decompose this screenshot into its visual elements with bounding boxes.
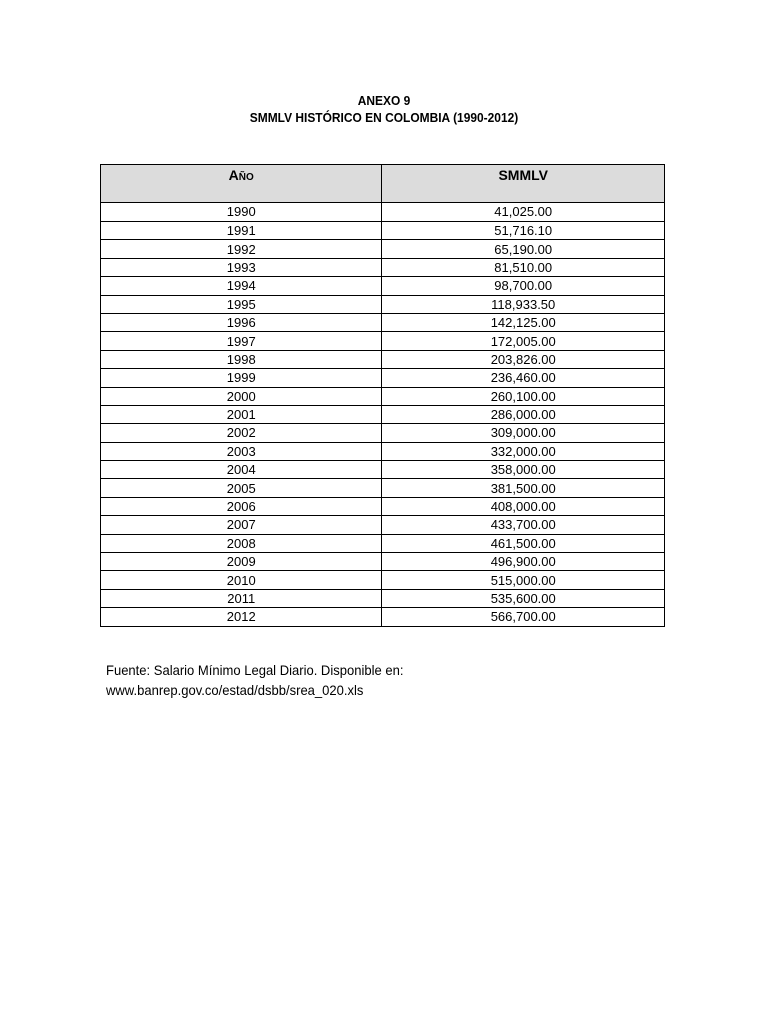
year-cell: 1990 [101,203,382,222]
table-row [101,589,665,607]
table-row [101,258,665,276]
year-cell: 2001 [101,405,382,423]
smmlv-cell: 461,500.00 [382,534,665,552]
document-title [0,92,768,126]
smmlv-cell: 433,700.00 [382,516,665,534]
year-cell: 2004 [101,461,382,479]
year-cell: 1995 [101,295,382,313]
year-cell: 2009 [101,553,382,571]
year-cell: 2000 [101,387,382,405]
year-cell: 2002 [101,424,382,442]
table-row [101,497,665,515]
smmlv-table [100,164,665,627]
smmlv-cell: 535,600.00 [382,589,665,607]
column-header-year-label: AÑO [228,167,254,183]
year-cell: 2011 [101,589,382,607]
source-url: www.banrep.gov.co/estad/dsbb/srea_020.xls [106,682,364,698]
year-cell: 1992 [101,240,382,258]
smmlv-cell: 81,510.00 [382,258,665,276]
smmlv-cell: 203,826.00 [382,350,665,368]
smmlv-cell: 496,900.00 [382,553,665,571]
table-row [101,479,665,497]
year-cell: 1999 [101,369,382,387]
table-row [101,387,665,405]
table-row [101,313,665,331]
table-row [101,571,665,589]
table-row [101,424,665,442]
smmlv-cell: 118,933.50 [382,295,665,313]
table-row [101,277,665,295]
source-text: Fuente: Salario Mínimo Legal Diario. Disponible en: [106,662,404,678]
smmlv-cell: 98,700.00 [382,277,665,295]
year-cell: 2005 [101,479,382,497]
year-cell: 1997 [101,332,382,350]
smmlv-cell: 515,000.00 [382,571,665,589]
year-cell: 2007 [101,516,382,534]
smmlv-cell: 408,000.00 [382,497,665,515]
smmlv-cell: 65,190.00 [382,240,665,258]
table-row [101,461,665,479]
smmlv-cell: 51,716.10 [382,222,665,240]
year-cell: 2010 [101,571,382,589]
table-row [101,516,665,534]
smmlv-cell: 286,000.00 [382,405,665,423]
year-cell: 1996 [101,313,382,331]
table-row [101,553,665,571]
year-cell: 1993 [101,258,382,276]
column-header-smmlv [382,165,665,203]
smmlv-cell: 142,125.00 [382,313,665,331]
table-row [101,222,665,240]
table-row [101,442,665,460]
column-header-year [101,165,382,203]
year-cell: 2008 [101,534,382,552]
year-cell: 1998 [101,350,382,368]
smmlv-cell: 358,000.00 [382,461,665,479]
table-row [101,203,665,222]
smmlv-cell: 566,700.00 [382,608,665,626]
smmlv-cell: 236,460.00 [382,369,665,387]
smmlv-cell: 260,100.00 [382,387,665,405]
year-cell: 1991 [101,222,382,240]
table-body [101,203,665,627]
year-cell: 2012 [101,608,382,626]
table-row [101,350,665,368]
year-cell: 2003 [101,442,382,460]
source-note [106,660,426,700]
table-row [101,332,665,350]
table-title: SMMLV HISTÓRICO EN COLOMBIA (1990-2012) [249,110,519,125]
smmlv-cell: 309,000.00 [382,424,665,442]
table-row [101,240,665,258]
smmlv-cell: 381,500.00 [382,479,665,497]
table-header-row [101,165,665,203]
column-header-smmlv-label: SMMLV [498,167,548,183]
year-cell: 2006 [101,497,382,515]
annex-label: ANEXO 9 [357,93,411,108]
table-row [101,369,665,387]
table-row [101,405,665,423]
smmlv-cell: 41,025.00 [382,203,665,222]
year-cell: 1994 [101,277,382,295]
table-row [101,534,665,552]
smmlv-cell: 332,000.00 [382,442,665,460]
smmlv-cell: 172,005.00 [382,332,665,350]
table-row [101,295,665,313]
table-row [101,608,665,626]
